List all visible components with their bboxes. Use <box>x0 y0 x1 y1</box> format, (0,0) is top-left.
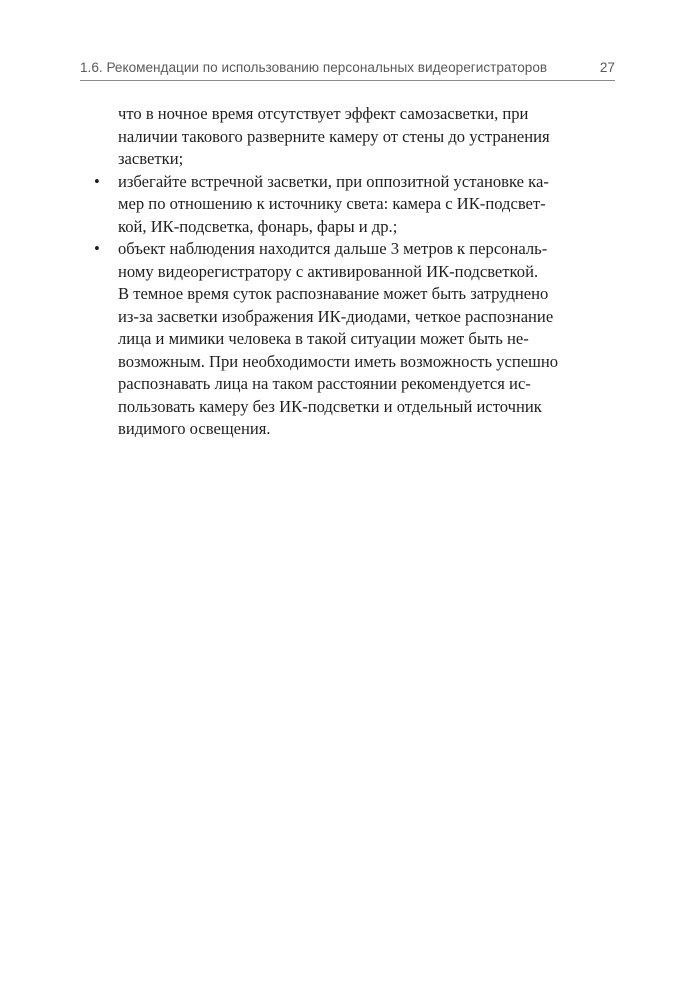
bullet-icon: • <box>94 171 100 191</box>
list-item <box>92 171 614 239</box>
page-number: 27 <box>599 60 615 75</box>
text-line: кой, ИК-подсветка, фонарь, фары и др.; <box>118 216 398 236</box>
text-line: мер по отношению к источнику света: камера с ИК-подсвет- <box>118 194 546 213</box>
text-line: лица и мимики человека в такой ситуации может быть не- <box>118 329 529 348</box>
text-line: наличии такового разверните камеру от стены до устранения <box>118 126 550 146</box>
text-line: из-за засветки изображения ИК-диодами, четкое распознание <box>118 306 554 326</box>
list-item <box>92 238 614 441</box>
text-line: видимого освещения. <box>118 419 271 438</box>
bullet-icon: • <box>94 239 100 258</box>
text-line: распознавать лица на таком расстоянии рекомендуется ис- <box>118 374 531 393</box>
running-header <box>80 58 615 78</box>
text-line: что в ночное время отсутствует эффект самозасветки, при <box>118 104 529 123</box>
text-line: В темное время суток распознавание может быть затруднено <box>118 284 549 303</box>
text-line: возможным. При необходимости иметь возможность успешно <box>118 351 559 371</box>
text-line: пользовать камеру без ИК-подсветки и отдельный источник <box>118 396 542 416</box>
body-text <box>92 103 614 441</box>
recommendation-list <box>92 171 614 441</box>
text-line: ному видеорегистратору с активированной ИК-подсветкой. <box>118 261 539 281</box>
text-line: избегайте встречной засветки, при оппозитной установке ка- <box>118 171 549 191</box>
text-line: объект наблюдения находится дальше 3 метров к персональ- <box>118 239 548 258</box>
header-divider <box>80 80 615 81</box>
chapter-section-title: 1.6. Рекомендации по использованию персональных видеорегистраторов <box>80 60 548 75</box>
continued-paragraph <box>92 103 614 171</box>
text-line: засветки; <box>118 149 184 168</box>
